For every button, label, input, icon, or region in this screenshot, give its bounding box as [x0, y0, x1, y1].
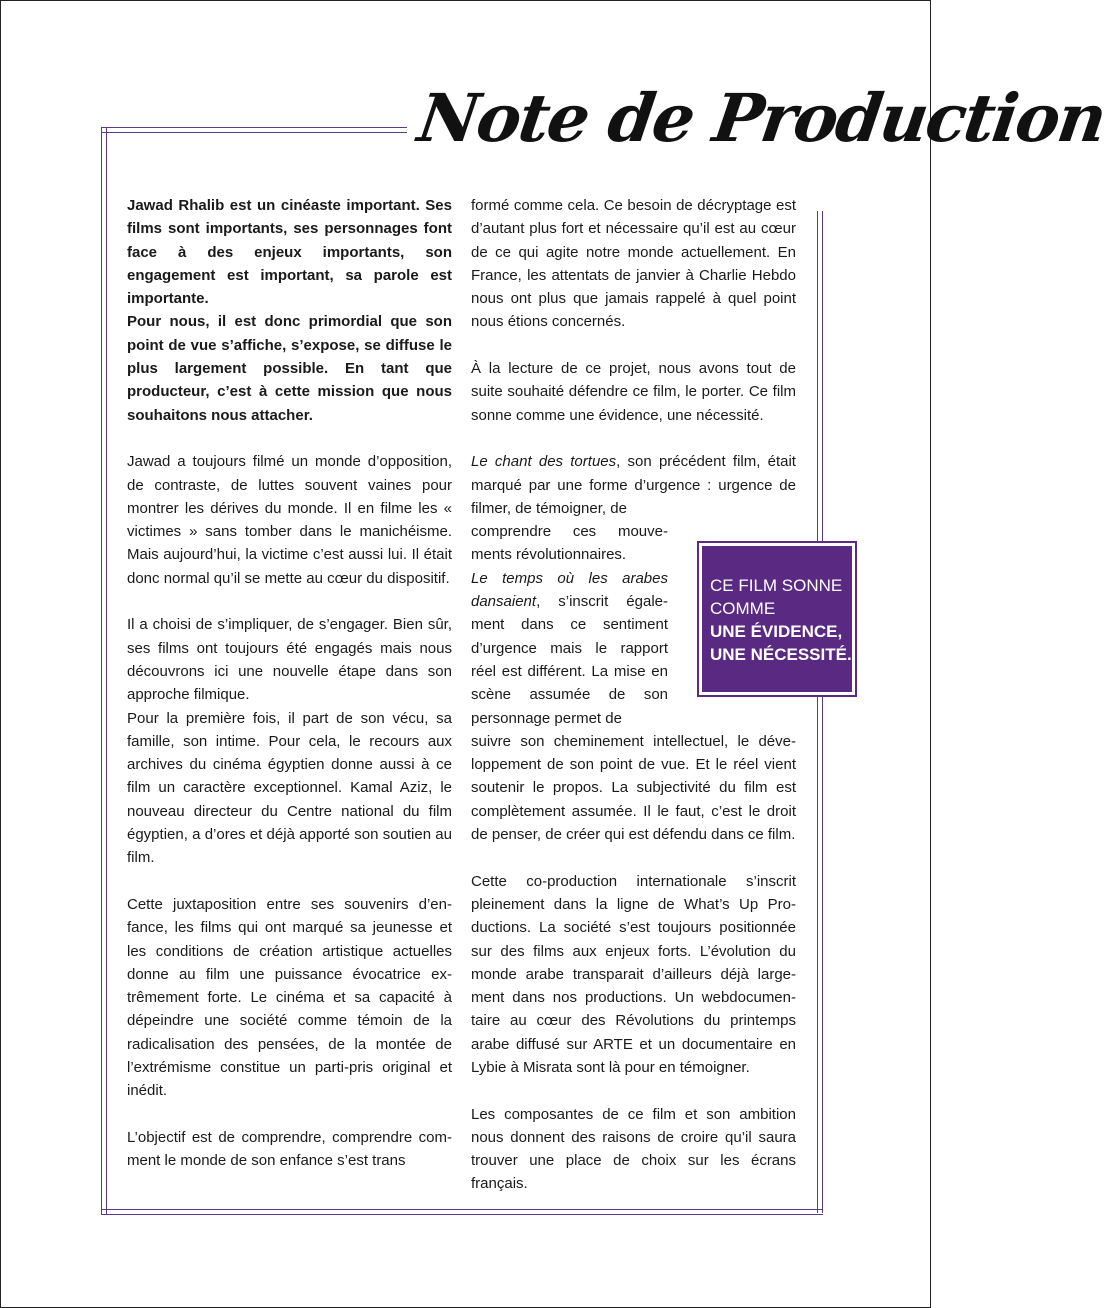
frame-top-border — [101, 127, 407, 133]
left-paragraph-1: Jawad a toujours filmé un monde d’opposition, de contraste, de luttes souvent vaines pour montrer les dérives du monde. Il en filme les « victimes » sans tomber dans le manichéisme. Mais aujourd’hui, la victime c’est aussi lui. Il était donc normal qu’il se mette au cœur du dispositif. — [127, 453, 452, 587]
right-paragraph-2: À la lecture de ce projet, nous avons tout de suite souhaité défendre ce film, le porter. Ce film sonne comme une évidence, une nécessité. — [471, 360, 796, 424]
frame-right-border — [817, 211, 823, 1213]
frame-left-border — [101, 127, 107, 1215]
left-paragraph-5: L’objectif est de comprendre, comprendre comment le monde de son enfance s’est trans — [127, 1128, 452, 1170]
right-paragraph-1: formé comme cela. Ce besoin de décryptage est d’autant plus fort et nécessaire qu’il est au cœur de ce qui agite notre monde actuellement. En France, les attentats de janvier à Charlie Hebdo nous ont plus que jamais rappelé à quel point nous étions concernés. — [471, 197, 796, 331]
right-paragraph-4-continued: suivre son cheminement intellectuel, le développement de son point de vue. Et le réel vient soutenir le propos. La subjectivité du film est complètement assumée. Il le faut, c’est le droit de penser, de créer qui est défendu dans ce film. — [471, 732, 796, 844]
page-title: Note de Production — [413, 79, 1110, 157]
frame-bottom-border — [101, 1209, 823, 1215]
left-paragraph-4: Cette juxtaposition entre ses souvenirs d’enfance, les films qui ont marqué sa jeunesse et les conditions de création artistique actuelles donne au film une puissance évocatrice extrêmement forte. Le cinéma et sa capacité à dépeindre une société comme témoin de la radicalisation des pensées, de la montée de l’extrémisme constitue un parti-pris original et inédit. — [127, 895, 452, 1100]
right-paragraph-4 — [471, 567, 668, 730]
pull-quote-line-4: UNE NÉCESSITÉ. — [710, 645, 852, 664]
left-column — [127, 194, 452, 1172]
film-title-chant-des-tortues: Le chant des tortues — [471, 453, 617, 471]
right-paragraph-3 — [471, 450, 796, 520]
left-paragraph-2: Il a choisi de s’impliquer, de s’engager. Bien sûr, ses films ont toujours été engagés mais nous découvrons ici une nouvelle étape dans son approche filmique. — [127, 616, 452, 704]
right-paragraph-6: Les composantes de ce film et son ambition nous donnent des raisons de croire qu’il saura trouver une place de choix sur les écrans français. — [471, 1105, 796, 1193]
intro-paragraph-1: Jawad Rhalib est un cinéaste important. Ses films sont importants, ses personnages font face à des enjeux importants, son engagement est important, sa parole est importante. — [127, 197, 452, 308]
right-paragraph-3-text: , son précédent film, était marqué par une forme d’urgence : urgence de filmer, de témoigner, de — [471, 453, 796, 517]
pull-quote — [702, 546, 852, 692]
right-paragraph-4-text: , s’inscrit également dans ce sentiment d’urgence mais le rapport réel est différent. La mise en scène assumée de son personnage permet de — [471, 593, 668, 727]
pull-quote-box — [697, 541, 857, 697]
pull-quote-line-1: CE FILM SONNE — [710, 576, 843, 595]
right-paragraph-5: Cette co-production internationale s’inscrit pleinement dans la ligne de What’s Up Productions. La société s’est toujours positionnée sur des films aux enjeux forts. L’évolution du monde arabe transparait d’ailleurs déjà largement dans nos productions. Un webdocumentaire au cœur des Révolutions du printemps arabe diffusé sur ARTE et un documentaire en Lybie à Misrata sont là pour en témoigner. — [471, 872, 796, 1076]
pull-quote-line-3: UNE ÉVIDENCE, — [710, 622, 843, 641]
film-title-temps-arabes-dansaient: Le temps où les arabes dansaient — [471, 569, 668, 611]
intro-paragraph-2: Pour nous, il est donc primordial que son point de vue s’affiche, s’expose, se diffuse le plus largement possible. En tant que producteur, c’est à cette mission que nous souhaitons nous attacher. — [127, 313, 452, 424]
pull-quote-line-2: COMME — [710, 599, 776, 618]
right-paragraph-3-narrow: comprendre ces mouvements révolutionnaires. — [471, 523, 668, 564]
left-paragraph-3: Pour la première fois, il part de son vécu, sa famille, son intime. Pour cela, le recours aux archives du cinéma égyptien donne aussi à ce film un caractère exceptionnel. Kamal Aziz, le nouveau directeur du Centre national du film égyptien, a d’ores et déjà apporté son soutien au film. — [127, 709, 452, 867]
